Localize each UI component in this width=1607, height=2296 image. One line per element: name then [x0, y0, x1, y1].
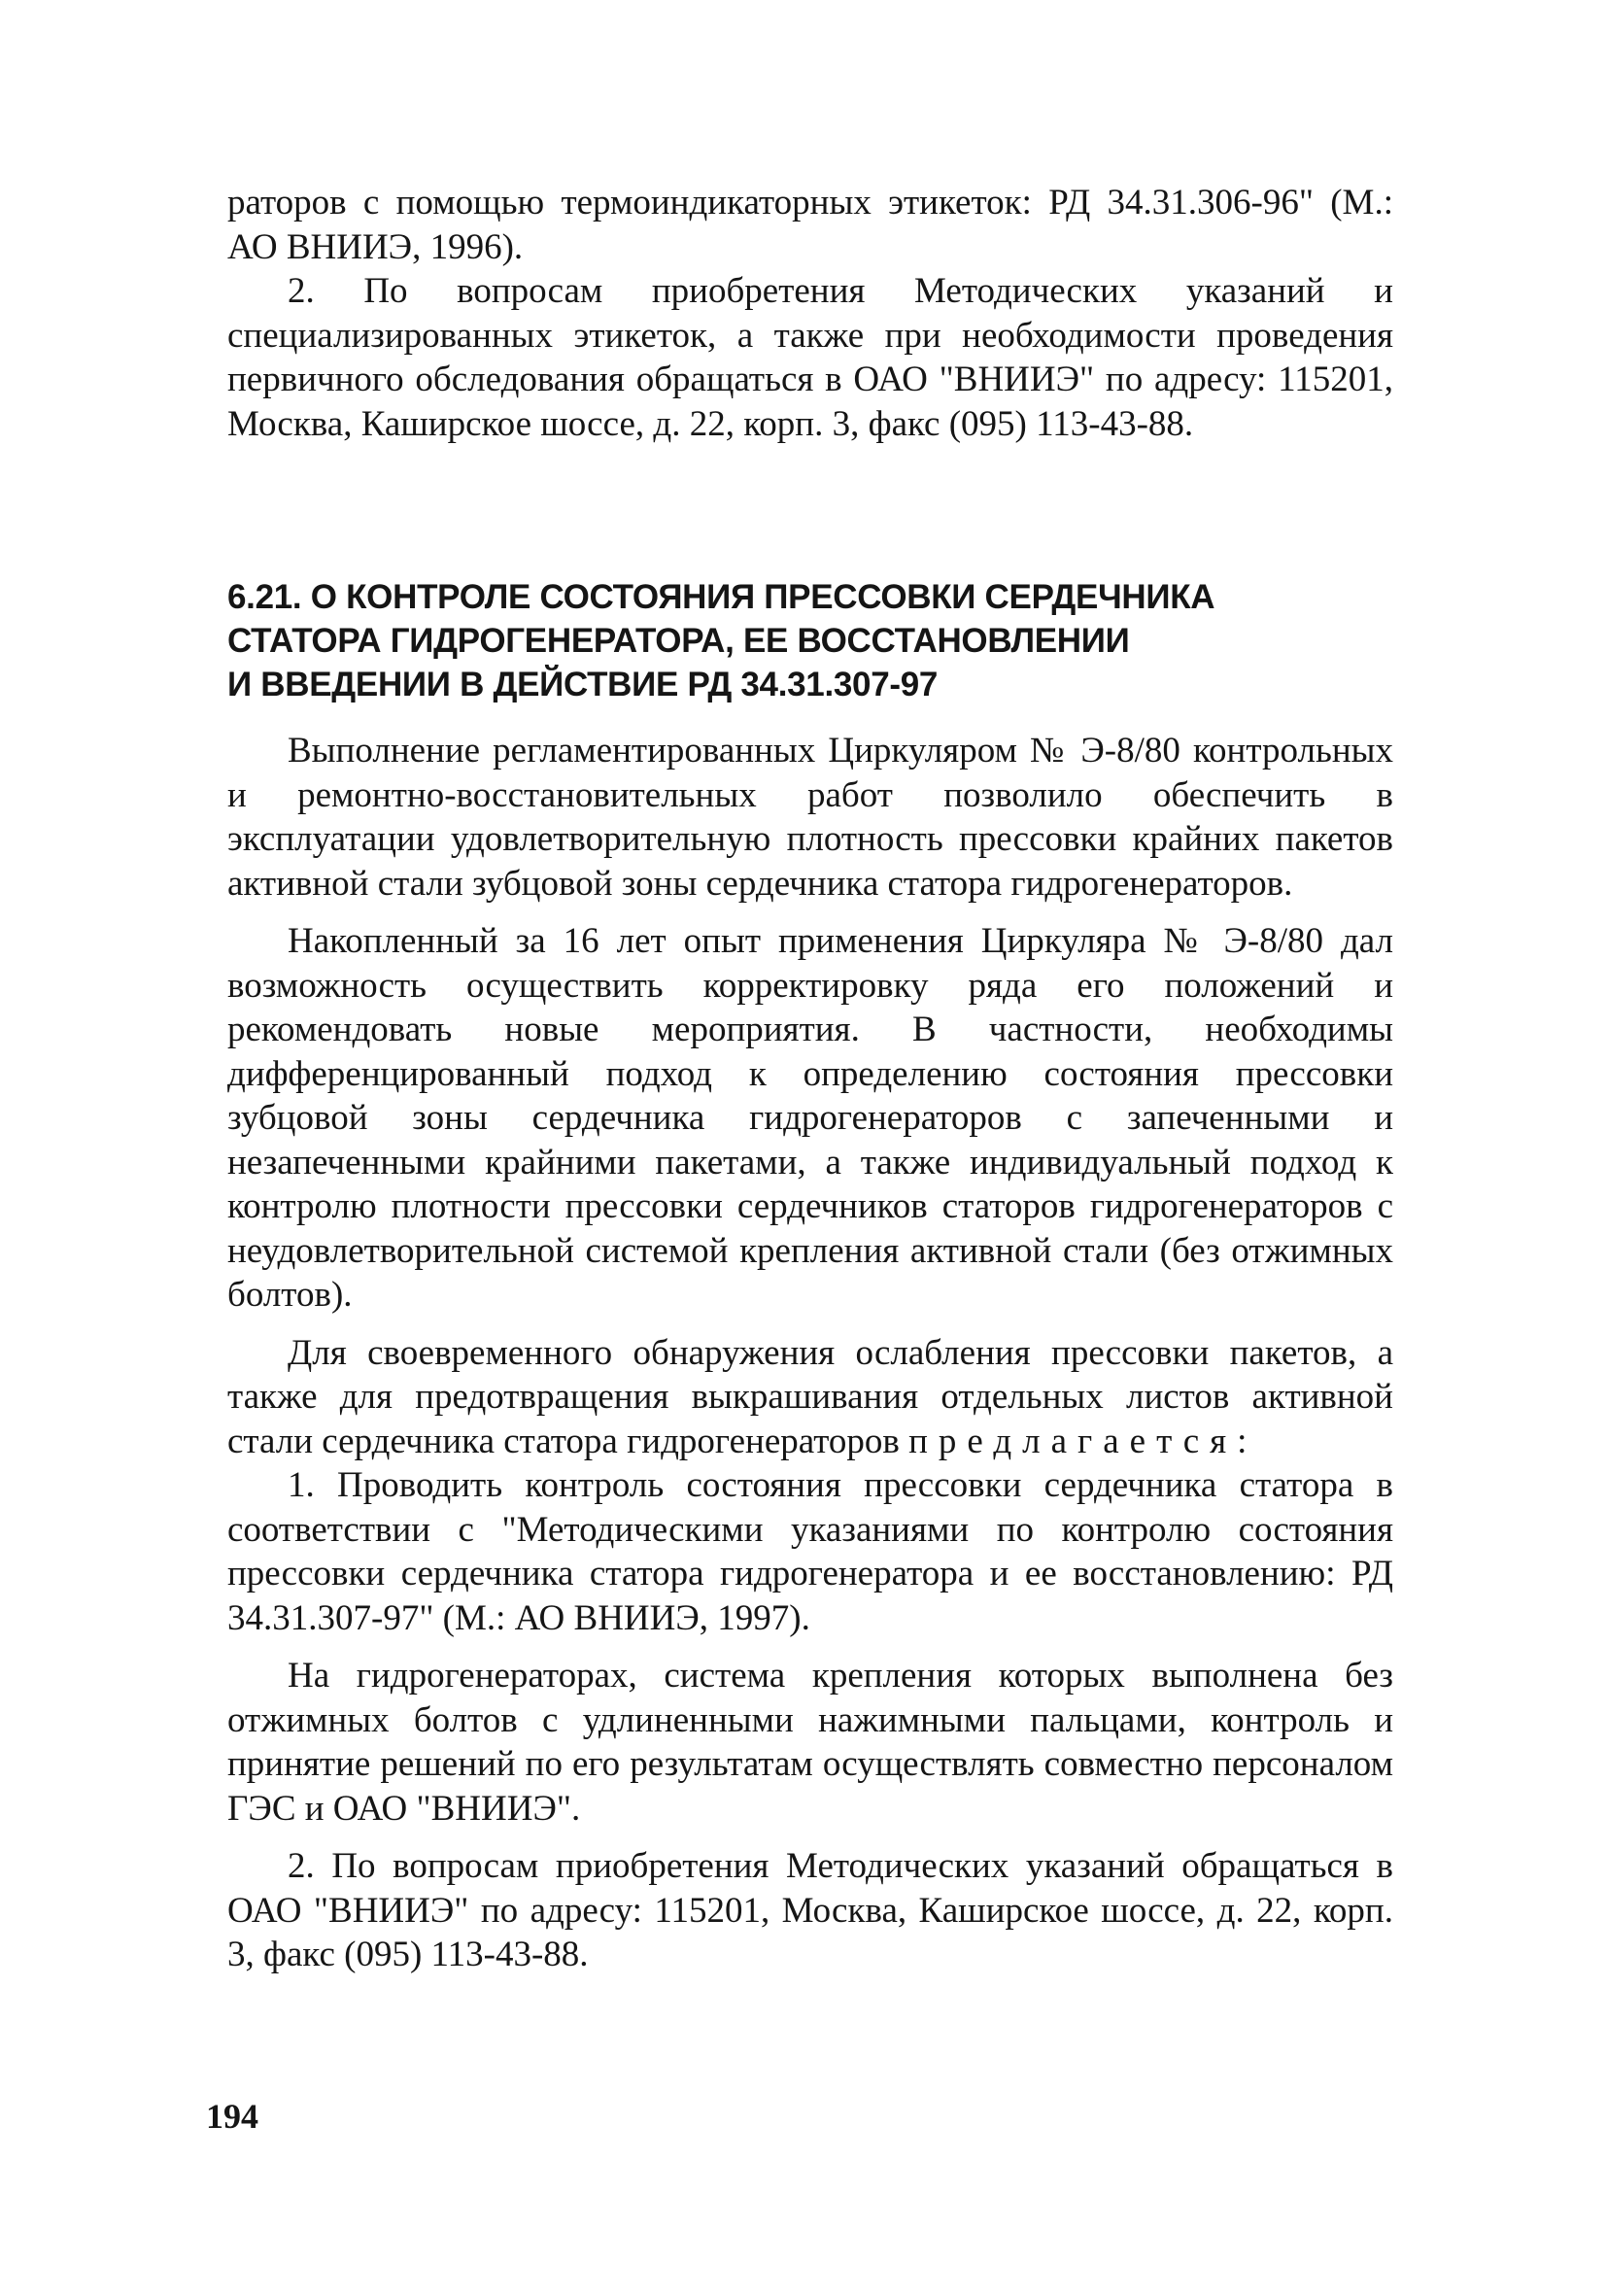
paragraph: [227, 1331, 1393, 1464]
paragraph: На гидрогенераторах, система крепления которых выполнена без отжимных болтов с удлиненными нажимными пальцами, контроль и принятие решений по его результатам осуществлять совместно персоналом ГЭС и ОАО "ВНИИЭ".: [227, 1656, 1393, 1829]
previous-section-text: [227, 181, 1393, 446]
heading-line-3: И ВВЕДЕНИИ В ДЕЙСТВИЕ РД 34.31.307-97: [227, 666, 939, 703]
paragraph-text: Для своевременного обнаружения ослабления прессовки пакетов, а также для предотвращения выкрашивания отдельных листов активной стали сердечника статора гидрогенераторов: [227, 1332, 1393, 1461]
spaced-word: предлагается:: [908, 1421, 1258, 1461]
section-body: [227, 729, 1393, 1977]
heading-line-1: 6.21. О КОНТРОЛЕ СОСТОЯНИЯ ПРЕССОВКИ СЕРДЕЧНИКА: [227, 578, 1215, 616]
paragraph-item-2: 2. По вопросам приобретения Методических указаний обращаться в ОАО "ВНИИЭ" по адресу: 115201, Москва, Каширское шоссе, д. 22, корп. 3, факс (095) 113-43-88.: [227, 1846, 1393, 1974]
paragraph-contacts: 2. По вопросам приобретения Методических указаний и специализированных этикеток, а также при необходимости проведения первичного обследования обращаться в ОАО "ВНИИЭ" по адресу: 115201, Москва, Каширское шоссе, д. 22, корп. 3, факс (095) 113-43-88.: [227, 271, 1393, 444]
paragraph: Накопленный за 16 лет опыт применения Циркуляра № Э-8/80 дал возможность осуществить корректировку ряда его положений и рекомендовать новые мероприятия. В частности, необходимы дифференцированный подход к определению состояния прессовки зубцовой зоны сердечника гидрогенераторов с запеченными и незапеченными крайними пакетами, а также индивидуальный подход к контролю плотности прессовки сердечников статоров гидрогенераторов с неудовлетворительной системой крепления активной стали (без отжимных болтов).: [227, 921, 1393, 1315]
paragraph-item-1: 1. Проводить контроль состояния прессовки сердечника статора в соответствии с "Методическими указаниями по контролю состояния прессовки сердечника статора гидрогенератора и ее восстановлению: РД 34.31.307-97" (М.: АО ВНИИЭ, 1997).: [227, 1465, 1393, 1638]
section-heading: [227, 575, 1393, 706]
paragraph-continuation: раторов с помощью термоиндикаторных этикеток: РД 34.31.306-96" (М.: АО ВНИИЭ, 1996).: [227, 183, 1393, 267]
page-number: 194: [206, 2097, 258, 2136]
paragraph: Выполнение регламентированных Циркуляром № Э-8/80 контрольных и ремонтно-восстановительных работ позволило обеспечить в эксплуатации удовлетворительную плотность прессовки крайних пакетов активной стали зубцовой зоны сердечника статора гидрогенераторов.: [227, 731, 1393, 904]
heading-line-2: СТАТОРА ГИДРОГЕНЕРАТОРА, ЕЕ ВОССТАНОВЛЕНИИ: [227, 622, 1130, 660]
